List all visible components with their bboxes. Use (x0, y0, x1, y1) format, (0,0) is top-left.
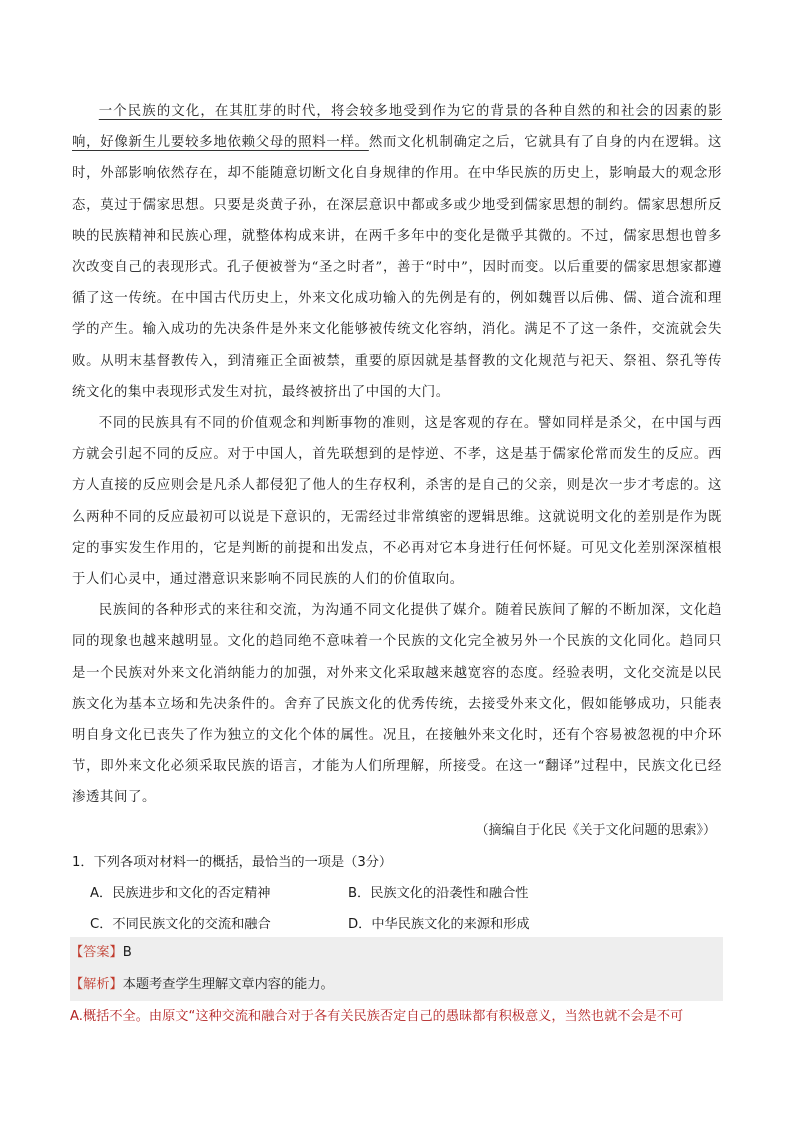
answer-tag: 【答案】 (70, 945, 123, 960)
answer-row (70, 937, 723, 969)
answer-value: B (122, 945, 132, 960)
analysis-note: A.概括不全。由原文“这种交流和融合对于各有关民族否定自己的愚昧都有积极意义，当然也就不会是不可 (70, 1001, 723, 1033)
article-citation: （摘编自于化民《关于文化问题的思索》） (475, 822, 716, 838)
paragraph-text: 民族间的各种形式的来往和交流，为沟通不同文化提供了媒介。随着民族间了解的不断加深，文化趋同的现象也越来越明显。文化的趋同绝不意味着一个民族的文化完全被另外一个民族的文化同化。趋同只是一个民族对外来文化消纳能力的加强，对外来文化采取越来越宽容的态度。经验表明，文化交流是以民族文化为基本立场和先决条件的。舍弃了民族文化的优秀传统，去接受外来文化，假如能够成功，只能表明自身文化已丧失了作为独立的文化个体的属性。况且，在接触外来文化时，还有个容易被忽视的中介环节，即外来文化必须采取民族的语言，才能为人们所理解，所接受。在这一“翻译”过程中，民族文化已经渗透其间了。 (72, 603, 722, 806)
question-options (90, 878, 722, 940)
analysis-tag: 【解析】 (70, 977, 123, 992)
article-paragraph-2 (72, 408, 722, 595)
article-paragraph-3 (72, 595, 722, 813)
analysis-row (70, 969, 723, 1001)
option-a[interactable]: A．民族进步和文化的否定精神 (90, 885, 271, 901)
option-d[interactable]: D．中华民族文化的来源和形成 (348, 916, 530, 932)
option-b[interactable]: B．民族文化的沿袭性和融合性 (348, 885, 529, 901)
article-paragraph-1 (72, 96, 722, 408)
paragraph-text: 然而文化机制确定之后，它就具有了自身的内在逻辑。这时，外部影响依然存在，却不能随意切断文化自身规律的作用。在中华民族的历史上，影响最大的观念形态，莫过于儒家思想。只要是炎黄子孙，在深层意识中都或多或少地受到儒家思想的制约。儒家思想所反映的民族精神和民族心理，就整体构成来讲，在两千多年中的变化是微乎其微的。不过，儒家思想也曾多次改变自己的表现形式。孔子便被誉为“圣之时者”，善于“时中”，因时而变。以后重要的儒家思想家都遵循了这一传统。在中国古代历史上，外来文化成功输入的先例是有的，例如魏晋以后佛、儒、道合流和理学的产生。输入成功的先决条件是外来文化能够被传统文化容纳，消化。满足不了这一条件，交流就会失败。从明末基督教传入，到清雍正全面被禁，重要的原因就是基督教的文化规范与祀天、祭祖、祭孔等传统文化的集中表现形式发生对抗，最终被挤出了中国的大门。 (72, 135, 723, 400)
option-c[interactable]: C．不同民族文化的交流和融合 (90, 916, 271, 932)
answer-block (70, 937, 723, 1033)
document-page (72, 96, 722, 940)
question-stem: 1．下列各项对材料一的概括，最恰当的一项是（3分） (72, 854, 393, 870)
underlined-sentence: 一个民族的文化，在其肛芽的时代，将会较多地受到作为它的背景的各种自然的和社会的因素的影响，好像新生儿要较多地依赖父母的照料一样。 (72, 104, 722, 151)
analysis-text: 本题考查学生理解文章内容的能力。 (122, 977, 334, 992)
paragraph-text: 不同的民族具有不同的价值观念和判断事物的准则，这是客观的存在。譬如同样是杀父，在中国与西方就会引起不同的反应。对于中国人，首先联想到的是悖逆、不孝，这是基于儒家伦常而发生的反应。西方人直接的反应则会是凡杀人都侵犯了他人的生存权利，杀害的是自己的父亲，则是次一步才考虑的。这么两种不同的反应最初可以说是下意识的，无需经过非常缜密的逻辑思维。这就说明文化的差别是作为既定的事实发生作用的，它是判断的前提和出发点，不必再对它本身进行任何怀疑。可见文化差别深深植根于人们心灵中，通过潜意识来影响不同民族的人们的价值取向。 (72, 416, 722, 588)
